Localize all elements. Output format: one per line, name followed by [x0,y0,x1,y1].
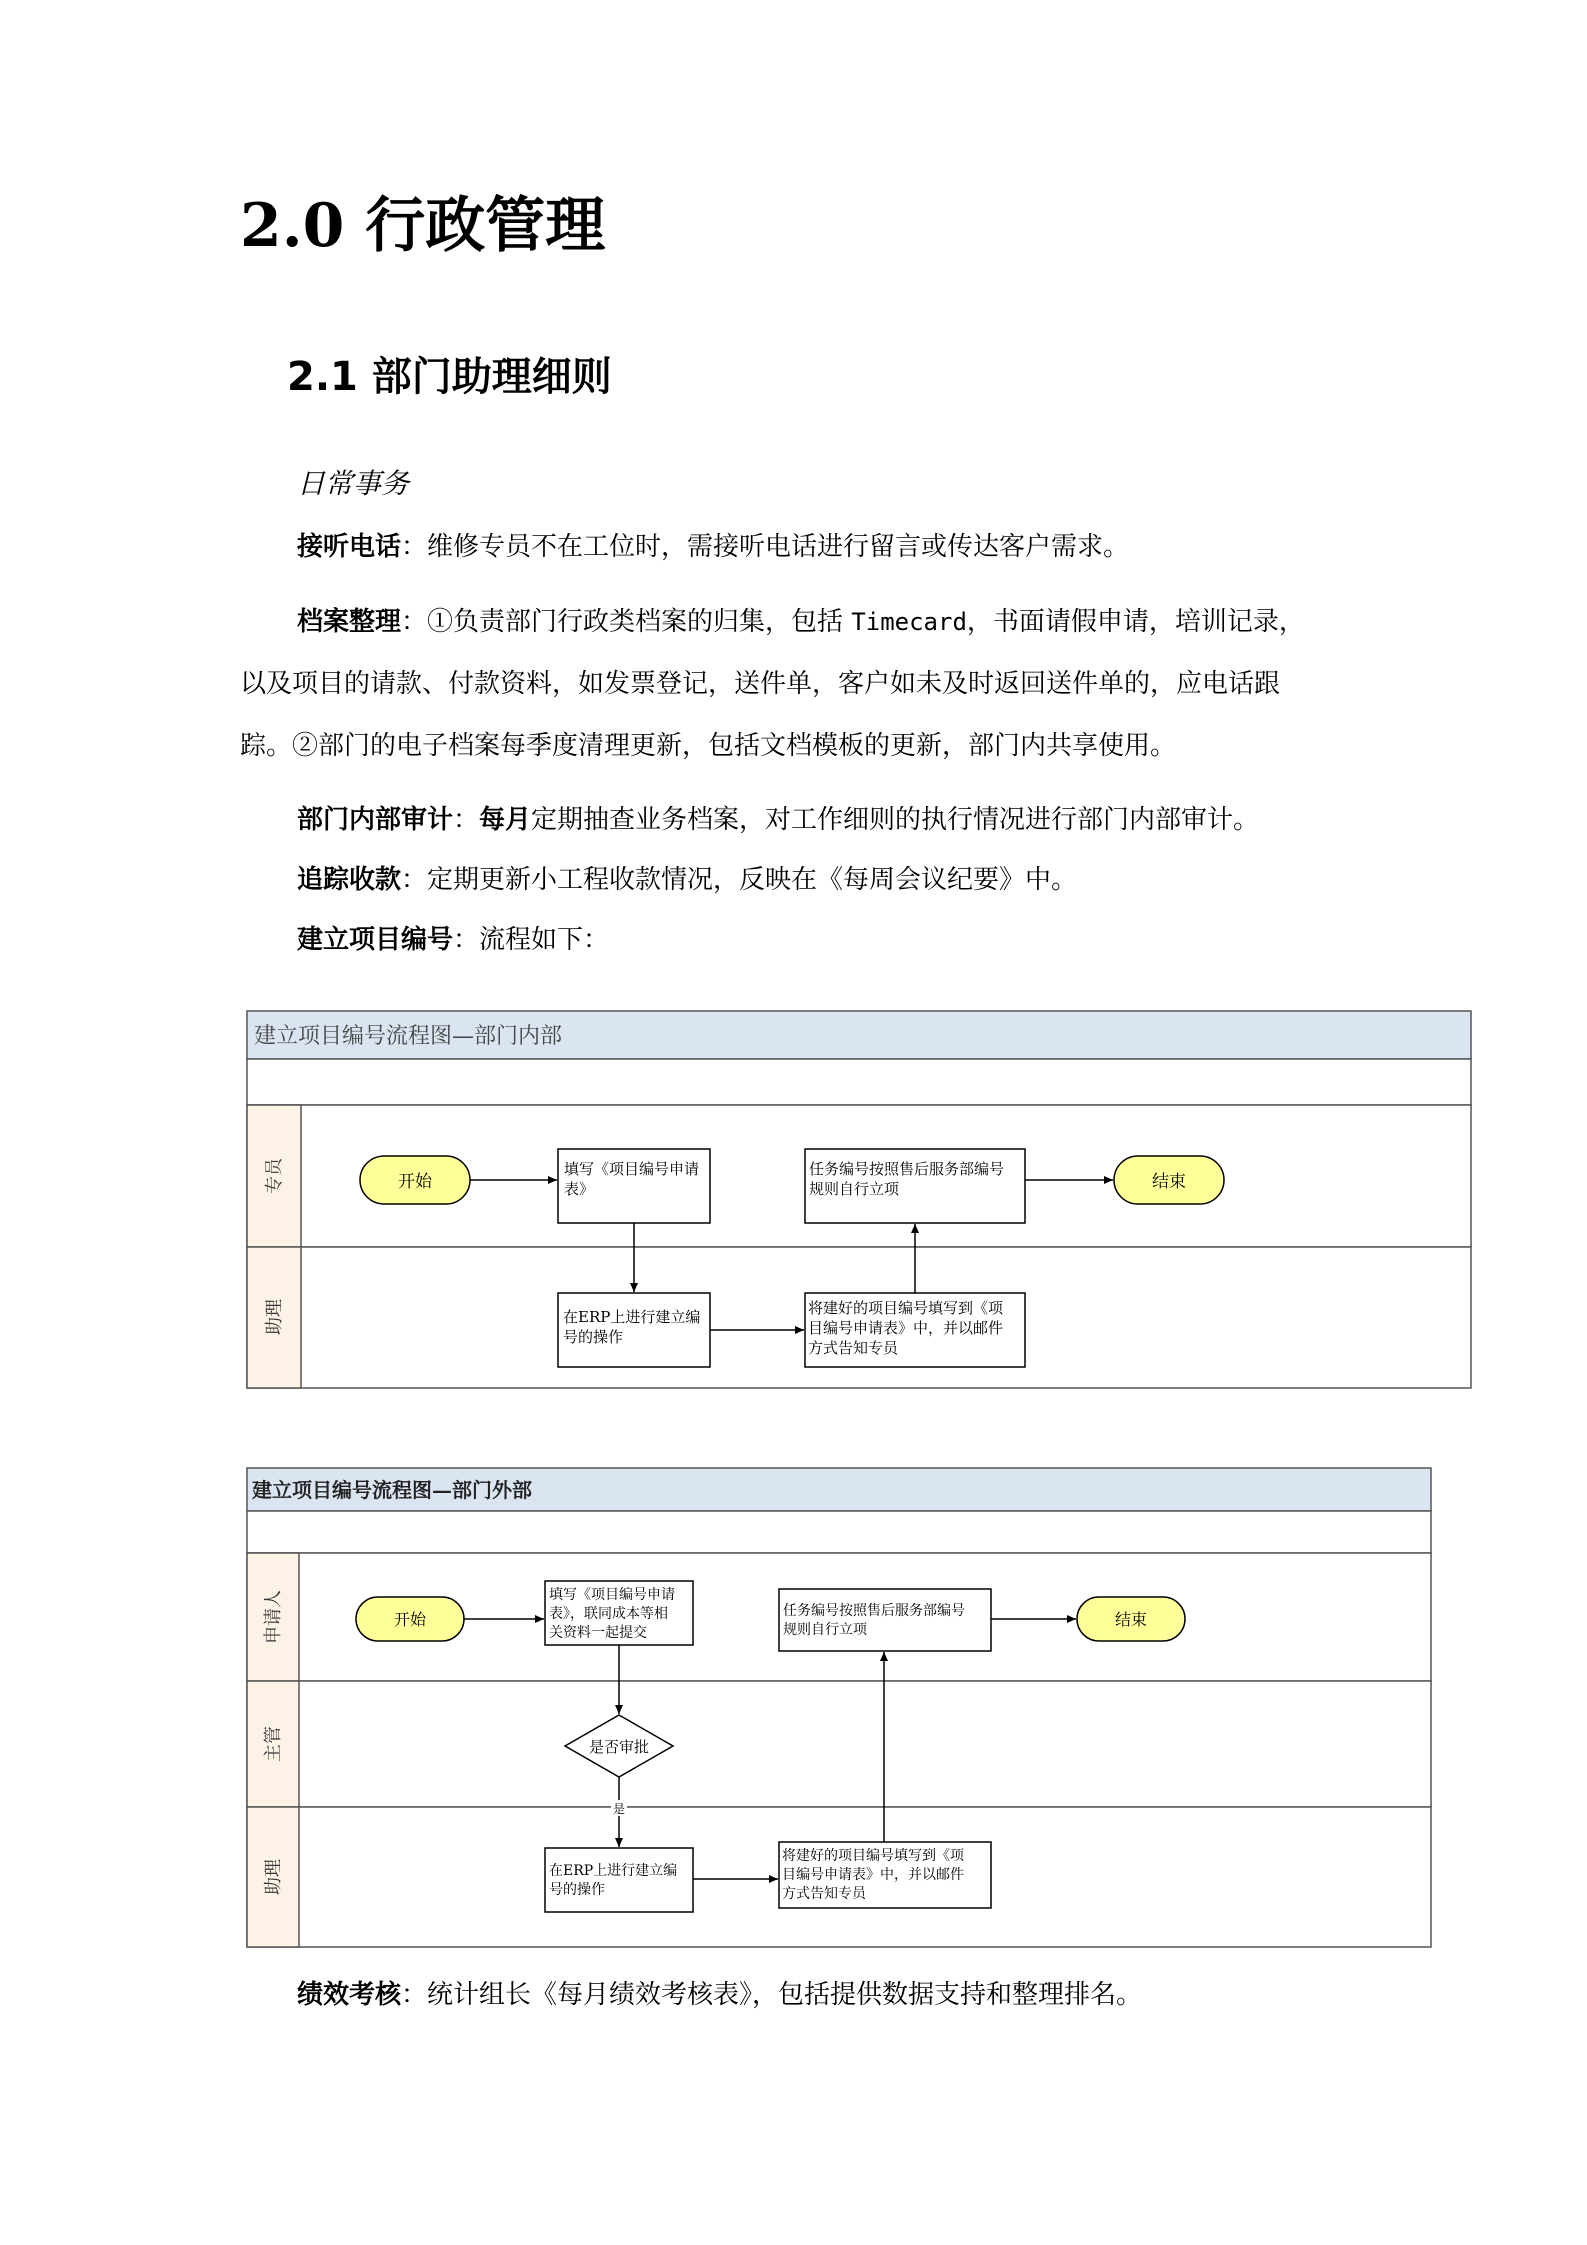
text-archive-1a: ①负责部门行政类档案的归集，包括 [427,607,852,637]
flowchart-blank-row [247,1059,1471,1105]
fill-form-line2: 表》，联同成本等相 [549,1606,668,1622]
flowchart-title: 建立项目编号流程图—部门外部 [252,1478,532,1502]
erp-line2: 号的操作 [549,1882,605,1898]
fill-form-line2: 表》 [564,1180,595,1198]
flowchart-blank-row [247,1511,1431,1553]
sep: ： [401,607,428,637]
paragraph-audit [297,807,1259,833]
label-collection: 追踪收款 [297,865,402,895]
sep: ： [453,925,480,955]
notify-line1: 将建好的项目编号填写到《项 [808,1299,1004,1317]
erp-line1: 在ERP上进行建立编 [563,1308,701,1326]
label-project: 建立项目编号 [297,925,454,955]
setup-line2: 规则自行立项 [809,1180,900,1198]
lane-label-assistant: 助理 [264,1299,285,1335]
yes-label: 是 [612,1802,626,1816]
sep: ： [401,532,428,562]
text-archive-timecard: Timecard [851,608,967,636]
paragraph-phone [297,534,1129,560]
end-label: 结束 [1152,1172,1186,1192]
paragraph-collection [297,867,1077,893]
paragraph-project [297,927,609,953]
sep: ： [453,805,480,835]
label-phone: 接听电话 [297,532,402,562]
text-collection: 定期更新小工程收款情况，反映在《每周会议纪要》中。 [427,865,1078,895]
setup-box [779,1589,991,1651]
erp-line2: 号的操作 [563,1328,624,1346]
text-project: 流程如下： [479,925,610,955]
erp-line1: 在ERP上进行建立编 [549,1863,678,1879]
setup-line1: 任务编号按照售后服务部编号 [783,1603,965,1619]
flowchart-internal [246,1010,1472,1390]
paragraph-archive-line1 [297,609,1305,635]
lane-label-specialist: 专员 [264,1158,285,1194]
notify-line2: 目编号申请表》中，并以邮件 [808,1319,1004,1337]
start-label: 开始 [393,1610,427,1629]
lane-label-assistant: 助理 [263,1859,284,1895]
text-archive-1b: ，书面请假申请，培训记录， [966,607,1305,637]
paragraph-performance [297,1982,1142,2008]
flowchart-title: 建立项目编号流程图—部门内部 [254,1024,563,1049]
page-title: 2.0 行政管理 [240,191,606,261]
start-label: 开始 [398,1172,432,1192]
notify-line3: 方式告知专员 [808,1339,899,1357]
label-performance: 绩效考核 [297,1980,402,2010]
text-phone: 维修专员不在工位时，需接听电话进行留言或传达客户需求。 [427,532,1130,562]
end-label: 结束 [1114,1610,1148,1629]
label-archive: 档案整理 [297,607,402,637]
subsection-title: 日常事务 [297,467,410,500]
lane-label-applicant: 申请人 [263,1590,284,1644]
lane-label-supervisor: 主管 [263,1726,284,1762]
sep: ： [401,865,428,895]
paragraph-archive-line2: 以及项目的请款、付款资料，如发票登记，送件单，客户如未及时返回送件单的，应电话跟 [240,669,1281,699]
decision-label: 是否审批 [588,1738,650,1756]
fill-form-line1: 填写《项目编号申请 [564,1160,700,1178]
setup-line2: 规则自行立项 [783,1622,867,1638]
text-performance: 统计组长《每月绩效考核表》，包括提供数据支持和整理排名。 [427,1980,1143,2010]
section-title: 2.1 部门助理细则 [287,354,612,400]
notify-line3: 方式告知专员 [782,1886,866,1902]
erp-box [545,1848,693,1912]
label-audit: 部门内部审计 [297,805,454,835]
paragraph-archive-line3: 踪。②部门的电子档案每季度清理更新，包括文档模板的更新，部门内共享使用。 [240,731,1177,761]
sep: ： [401,1980,428,2010]
setup-line1: 任务编号按照售后服务部编号 [809,1160,1005,1178]
notify-line2: 目编号申请表》中，并以邮件 [782,1867,964,1883]
fill-form-line1: 填写《项目编号申请 [549,1587,675,1603]
text-audit: 定期抽查业务档案，对工作细则的执行情况进行部门内部审计。 [531,805,1260,835]
flowchart-external [246,1467,1432,1949]
bold-monthly: 每月 [479,805,532,835]
notify-line1: 将建好的项目编号填写到《项 [782,1848,964,1864]
fill-form-line3: 关资料一起提交 [549,1625,647,1641]
lane-supervisor [247,1681,1431,1807]
